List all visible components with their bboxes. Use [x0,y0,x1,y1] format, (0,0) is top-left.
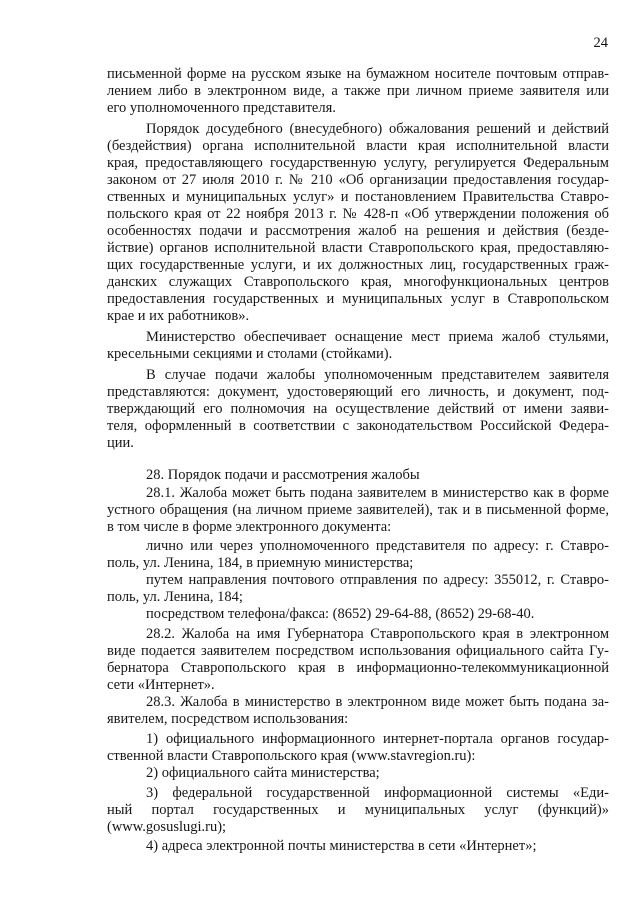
text-line: бернатора Ставропольского края в информационно-телекоммуникационной [107,660,609,676]
text-line: сети «Интернет». [107,677,215,693]
item-phone-fax [107,606,609,623]
section-title: 28. Порядок подачи и рассмотрения жалобы [146,467,420,483]
text-line: ции. [107,435,134,451]
option-3-gosuslugi-portal [107,785,609,836]
text-line: ственной власти Ставропольского края (www.stavregion.ru): [107,748,476,764]
text-line: польского края от 22 ноября 2013 г. № 428-п «Об утверждении положения об [107,206,609,222]
text-line: посредством телефона/факса: (8652) 29-64-88, (8652) 29-68-40. [146,606,535,622]
text-line: в том числе в форме электронного документа: [107,519,392,535]
text-line: данских служащих Ставропольского края, многофункциональных центров [107,274,609,290]
text-line: В случае подачи жалобы уполномоченным представителем заявителя [146,367,609,383]
text-line: представляются: документ, удостоверяющий его личность, и документ, под- [107,384,609,400]
text-line: Порядок досудебного (внесудебного) обжалования решений и действий [146,121,609,137]
clause-28-3 [107,694,609,728]
text-line: особенностях подачи и рассмотрения жалоб на решения и действия (безде- [107,223,609,239]
section-heading-28 [107,467,609,484]
paragraph-submission-form-continued [107,66,609,117]
document-body [107,66,609,855]
text-line: 3) федеральной государственной информационной системы «Еди- [146,785,609,801]
text-line: 28.1. Жалоба может быть подана заявителем в министерство как в форме [146,485,609,501]
option-1-regional-portal [107,731,609,765]
text-line: лично или через уполномоченного представителя по адресу: г. Ставро- [146,538,609,554]
page-number: 24 [593,35,608,51]
text-line: путем направления почтового отправления по адресу: 355012, г. Ставро- [146,572,609,588]
paragraph-representative-documents [107,367,609,452]
text-line: лением либо в электронном виде, а также при личном приеме заявителя или [107,83,609,99]
text-line: 4) адреса электронной почты министерства в сети «Интернет»; [146,838,537,854]
text-line: предоставления государственных и муниципальных услуг в Ставропольском [107,291,609,307]
text-line: Министерство обеспечивает оснащение мест приема жалоб стульями, [146,329,609,345]
text-line: поль, ул. Ленина, 184, в приемную министерства; [107,555,414,571]
text-line: 2) официального сайта министерства; [146,765,380,781]
text-line: 1) официального информационного интернет-портала органов государ- [146,731,609,747]
text-line: кресельными секциями и столами (стойками). [107,346,393,362]
text-line: ственных и муниципальных услуг» и постановлением Правительства Ставро- [107,189,609,205]
text-line: письменной форме на русском языке на бумажном носителе почтовым отправ- [107,66,609,82]
text-line: (www.gosuslugi.ru); [107,819,227,835]
option-4-email [107,838,609,855]
text-line: 28.3. Жалоба в министерство в электронном виде может быть подана за- [146,694,609,710]
clause-28-2 [107,626,609,694]
text-line: его уполномоченного представителя. [107,100,336,116]
text-line: теля, оформленный в соответствии с законодательством Российской Федера- [107,418,609,434]
paragraph-reception-equipment [107,329,609,363]
text-line: щих государственные услуги, и их должностных лиц, государственных граж- [107,257,609,273]
clause-28-1 [107,485,609,536]
paragraph-appeal-regulation [107,121,609,325]
text-line: поль, ул. Ленина, 184; [107,589,243,605]
text-line: (бездействия) органа исполнительной власти края исполнительной власти [107,138,609,154]
text-line: устного обращения (на личном приеме заявителей), так и в письменной форме, [107,502,609,518]
text-line: законом от 27 июля 2010 г. № 210 «Об организации предоставления государ- [107,172,609,188]
text-line: ный портал государственных и муниципальных услуг (функций)» [107,802,609,818]
text-line: явителем, посредством использования: [107,711,349,727]
text-line: йствие) органов исполнительной власти Ставропольского края, предоставляю- [107,240,609,256]
item-in-person-address [107,538,609,572]
text-line: виде подается заявителем посредством использования официального сайта Гу- [107,643,609,659]
text-line: тверждающий его полномочия на осуществление действий от имени заяви- [107,401,609,417]
item-postal-address [107,572,609,606]
text-line: 28.2. Жалоба на имя Губернатора Ставропольского края в электронном [146,626,609,642]
text-line: края, предоставляющего государственную услугу, регулируется Федеральным [107,155,609,171]
option-2-ministry-site [107,765,609,782]
text-line: крае и их работников». [107,308,250,324]
